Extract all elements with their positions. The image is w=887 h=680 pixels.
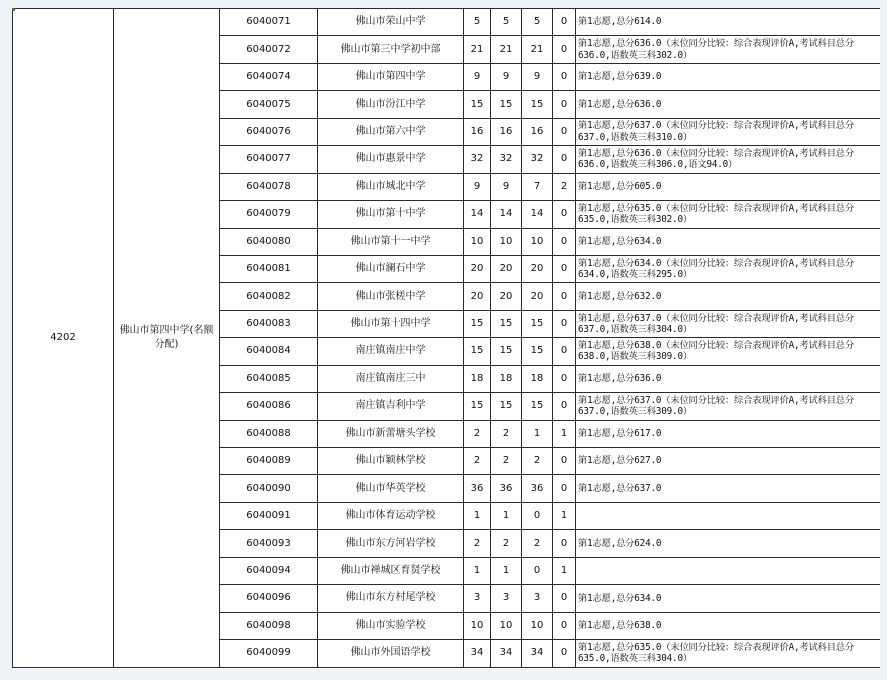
cutoff-note-cell: 第1志愿,总分636.0（末位同分比较：综合表现评价A,考试科目总分636.0,语数英三科302.0） (576, 36, 881, 63)
remaining-count-cell: 2 (553, 173, 576, 200)
admit-count-cell: 2 (491, 530, 522, 557)
school-code-cell: 6040089 (220, 448, 318, 475)
filled-count-cell: 10 (522, 228, 553, 255)
admit-count-cell: 34 (491, 640, 522, 667)
filled-count-cell: 16 (522, 118, 553, 145)
admit-count-cell: 3 (491, 585, 522, 612)
plan-count-cell: 18 (464, 365, 491, 392)
middle-school-name-cell: 佛山市张槎中学 (318, 283, 464, 310)
school-code-cell: 6040083 (220, 310, 318, 337)
admit-count-cell: 1 (491, 557, 522, 584)
table-row (13, 9, 881, 36)
filled-count-cell: 15 (522, 310, 553, 337)
filled-count-cell: 34 (522, 640, 553, 667)
school-code-cell: 6040088 (220, 420, 318, 447)
remaining-count-cell: 0 (553, 146, 576, 173)
remaining-count-cell: 0 (553, 338, 576, 365)
corner-marker (12, 8, 15, 11)
admit-count-cell: 21 (491, 36, 522, 63)
remaining-count-cell: 0 (553, 9, 576, 36)
district-code-cell: 4202 (13, 9, 114, 668)
school-code-cell: 6040093 (220, 530, 318, 557)
remaining-count-cell: 0 (553, 118, 576, 145)
remaining-count-cell: 0 (553, 201, 576, 228)
plan-count-cell: 3 (464, 585, 491, 612)
admit-count-cell: 15 (491, 91, 522, 118)
cutoff-note-cell: 第1志愿,总分605.0 (576, 173, 881, 200)
school-code-cell: 6040098 (220, 612, 318, 639)
cutoff-note-cell (576, 502, 881, 529)
cutoff-note-cell: 第1志愿,总分636.0 (576, 91, 881, 118)
cutoff-note-cell: 第1志愿,总分624.0 (576, 530, 881, 557)
remaining-count-cell: 0 (553, 91, 576, 118)
admission-table-sheet (12, 8, 880, 669)
plan-count-cell: 14 (464, 201, 491, 228)
middle-school-name-cell: 佛山市第六中学 (318, 118, 464, 145)
middle-school-name-cell: 佛山市第十中学 (318, 201, 464, 228)
plan-count-cell: 1 (464, 557, 491, 584)
filled-count-cell: 3 (522, 585, 553, 612)
plan-count-cell: 15 (464, 310, 491, 337)
admit-count-cell: 14 (491, 201, 522, 228)
school-code-cell: 6040086 (220, 393, 318, 420)
cutoff-note-cell: 第1志愿,总分617.0 (576, 420, 881, 447)
plan-count-cell: 20 (464, 283, 491, 310)
filled-count-cell: 21 (522, 36, 553, 63)
remaining-count-cell: 0 (553, 612, 576, 639)
remaining-count-cell: 0 (553, 63, 576, 90)
admit-count-cell: 9 (491, 63, 522, 90)
plan-count-cell: 5 (464, 9, 491, 36)
remaining-count-cell: 0 (553, 365, 576, 392)
cutoff-note-cell: 第1志愿,总分635.0（末位同分比较：综合表现评价A,考试科目总分635.0,语数英三科302.0） (576, 201, 881, 228)
school-code-cell: 6040084 (220, 338, 318, 365)
cutoff-note-cell: 第1志愿,总分635.0（末位同分比较：综合表现评价A,考试科目总分635.0,语数英三科304.0） (576, 640, 881, 667)
plan-count-cell: 21 (464, 36, 491, 63)
school-code-cell: 6040078 (220, 173, 318, 200)
remaining-count-cell: 0 (553, 310, 576, 337)
filled-count-cell: 15 (522, 393, 553, 420)
middle-school-name-cell: 佛山市禅城区育贤学校 (318, 557, 464, 584)
filled-count-cell: 20 (522, 283, 553, 310)
plan-count-cell: 15 (464, 338, 491, 365)
admit-count-cell: 2 (491, 420, 522, 447)
cutoff-note-cell: 第1志愿,总分634.0 (576, 585, 881, 612)
cutoff-note-cell: 第1志愿,总分614.0 (576, 9, 881, 36)
filled-count-cell: 9 (522, 63, 553, 90)
school-code-cell: 6040094 (220, 557, 318, 584)
cutoff-note-cell: 第1志愿,总分636.0 (576, 365, 881, 392)
admit-count-cell: 1 (491, 502, 522, 529)
cutoff-note-cell: 第1志愿,总分639.0 (576, 63, 881, 90)
school-code-cell: 6040099 (220, 640, 318, 667)
school-code-cell: 6040075 (220, 91, 318, 118)
middle-school-name-cell: 佛山市东方河岩学校 (318, 530, 464, 557)
middle-school-name-cell: 佛山市新蕾塘头学校 (318, 420, 464, 447)
middle-school-name-cell: 佛山市第三中学初中部 (318, 36, 464, 63)
plan-count-cell: 1 (464, 502, 491, 529)
school-code-cell: 6040082 (220, 283, 318, 310)
admit-count-cell: 10 (491, 612, 522, 639)
middle-school-name-cell: 佛山市东方村尾学校 (318, 585, 464, 612)
middle-school-name-cell: 佛山市第四中学 (318, 63, 464, 90)
admit-count-cell: 15 (491, 393, 522, 420)
remaining-count-cell: 1 (553, 557, 576, 584)
filled-count-cell: 0 (522, 557, 553, 584)
middle-school-name-cell: 南庄镇南庄中学 (318, 338, 464, 365)
remaining-count-cell: 1 (553, 420, 576, 447)
plan-count-cell: 10 (464, 612, 491, 639)
middle-school-name-cell: 佛山市第十四中学 (318, 310, 464, 337)
admit-count-cell: 20 (491, 255, 522, 282)
middle-school-name-cell: 佛山市汾江中学 (318, 91, 464, 118)
filled-count-cell: 14 (522, 201, 553, 228)
filled-count-cell: 2 (522, 530, 553, 557)
cutoff-note-cell: 第1志愿,总分634.0 (576, 228, 881, 255)
table-body (13, 9, 881, 668)
middle-school-name-cell: 佛山市荣山中学 (318, 9, 464, 36)
admit-count-cell: 2 (491, 448, 522, 475)
middle-school-name-cell: 佛山市颖林学校 (318, 448, 464, 475)
admit-count-cell: 10 (491, 228, 522, 255)
filled-count-cell: 36 (522, 475, 553, 502)
remaining-count-cell: 1 (553, 502, 576, 529)
cutoff-note-cell: 第1志愿,总分636.0（末位同分比较：综合表现评价A,考试科目总分636.0,语数英三科306.0,语文94.0） (576, 146, 881, 173)
filled-count-cell: 32 (522, 146, 553, 173)
filled-count-cell: 20 (522, 255, 553, 282)
cutoff-note-cell: 第1志愿,总分638.0（末位同分比较：综合表现评价A,考试科目总分638.0,语数英三科309.0） (576, 338, 881, 365)
admit-count-cell: 15 (491, 310, 522, 337)
remaining-count-cell: 0 (553, 475, 576, 502)
middle-school-name-cell: 佛山市体育运动学校 (318, 502, 464, 529)
school-code-cell: 6040072 (220, 36, 318, 63)
school-code-cell: 6040076 (220, 118, 318, 145)
school-code-cell: 6040080 (220, 228, 318, 255)
filled-count-cell: 15 (522, 338, 553, 365)
plan-count-cell: 36 (464, 475, 491, 502)
school-code-cell: 6040071 (220, 9, 318, 36)
school-code-cell: 6040077 (220, 146, 318, 173)
admit-count-cell: 20 (491, 283, 522, 310)
school-code-cell: 6040081 (220, 255, 318, 282)
remaining-count-cell: 0 (553, 530, 576, 557)
school-code-cell: 6040096 (220, 585, 318, 612)
admit-count-cell: 9 (491, 173, 522, 200)
plan-count-cell: 20 (464, 255, 491, 282)
admit-count-cell: 5 (491, 9, 522, 36)
middle-school-name-cell: 佛山市城北中学 (318, 173, 464, 200)
filled-count-cell: 18 (522, 365, 553, 392)
filled-count-cell: 10 (522, 612, 553, 639)
school-code-cell: 6040091 (220, 502, 318, 529)
remaining-count-cell: 0 (553, 585, 576, 612)
middle-school-name-cell: 南庄镇南庄三中 (318, 365, 464, 392)
school-code-cell: 6040085 (220, 365, 318, 392)
admit-count-cell: 16 (491, 118, 522, 145)
admit-count-cell: 36 (491, 475, 522, 502)
plan-count-cell: 10 (464, 228, 491, 255)
school-code-cell: 6040079 (220, 201, 318, 228)
plan-count-cell: 15 (464, 393, 491, 420)
remaining-count-cell: 0 (553, 255, 576, 282)
admit-count-cell: 15 (491, 338, 522, 365)
cutoff-note-cell: 第1志愿,总分637.0 (576, 475, 881, 502)
filled-count-cell: 5 (522, 9, 553, 36)
remaining-count-cell: 0 (553, 393, 576, 420)
remaining-count-cell: 0 (553, 228, 576, 255)
plan-count-cell: 2 (464, 530, 491, 557)
filled-count-cell: 7 (522, 173, 553, 200)
filled-count-cell: 0 (522, 502, 553, 529)
middle-school-name-cell: 南庄镇吉利中学 (318, 393, 464, 420)
plan-count-cell: 9 (464, 173, 491, 200)
admission-table (12, 8, 880, 668)
cutoff-note-cell: 第1志愿,总分637.0（末位同分比较：综合表现评价A,考试科目总分637.0,语数英三科310.0） (576, 118, 881, 145)
cutoff-note-cell: 第1志愿,总分637.0（末位同分比较：综合表现评价A,考试科目总分637.0,语数英三科304.0） (576, 310, 881, 337)
cutoff-note-cell: 第1志愿,总分638.0 (576, 612, 881, 639)
plan-count-cell: 15 (464, 91, 491, 118)
remaining-count-cell: 0 (553, 36, 576, 63)
cutoff-note-cell: 第1志愿,总分637.0（末位同分比较：综合表现评价A,考试科目总分637.0,语数英三科309.0） (576, 393, 881, 420)
cutoff-note-cell: 第1志愿,总分627.0 (576, 448, 881, 475)
high-school-name-cell: 佛山市第四中学(名额分配) (114, 9, 220, 668)
admit-count-cell: 18 (491, 365, 522, 392)
middle-school-name-cell: 佛山市实验学校 (318, 612, 464, 639)
middle-school-name-cell: 佛山市第十一中学 (318, 228, 464, 255)
plan-count-cell: 34 (464, 640, 491, 667)
remaining-count-cell: 0 (553, 283, 576, 310)
filled-count-cell: 15 (522, 91, 553, 118)
school-code-cell: 6040090 (220, 475, 318, 502)
plan-count-cell: 16 (464, 118, 491, 145)
remaining-count-cell: 0 (553, 640, 576, 667)
filled-count-cell: 1 (522, 420, 553, 447)
middle-school-name-cell: 佛山市华英学校 (318, 475, 464, 502)
plan-count-cell: 32 (464, 146, 491, 173)
middle-school-name-cell: 佛山市外国语学校 (318, 640, 464, 667)
cutoff-note-cell: 第1志愿,总分634.0（末位同分比较：综合表现评价A,考试科目总分634.0,语数英三科295.0） (576, 255, 881, 282)
remaining-count-cell: 0 (553, 448, 576, 475)
school-code-cell: 6040074 (220, 63, 318, 90)
middle-school-name-cell: 佛山市澜石中学 (318, 255, 464, 282)
filled-count-cell: 2 (522, 448, 553, 475)
plan-count-cell: 9 (464, 63, 491, 90)
middle-school-name-cell: 佛山市惠景中学 (318, 146, 464, 173)
plan-count-cell: 2 (464, 448, 491, 475)
cutoff-note-cell (576, 557, 881, 584)
plan-count-cell: 2 (464, 420, 491, 447)
bottom-margin (12, 669, 880, 680)
admit-count-cell: 32 (491, 146, 522, 173)
cutoff-note-cell: 第1志愿,总分632.0 (576, 283, 881, 310)
